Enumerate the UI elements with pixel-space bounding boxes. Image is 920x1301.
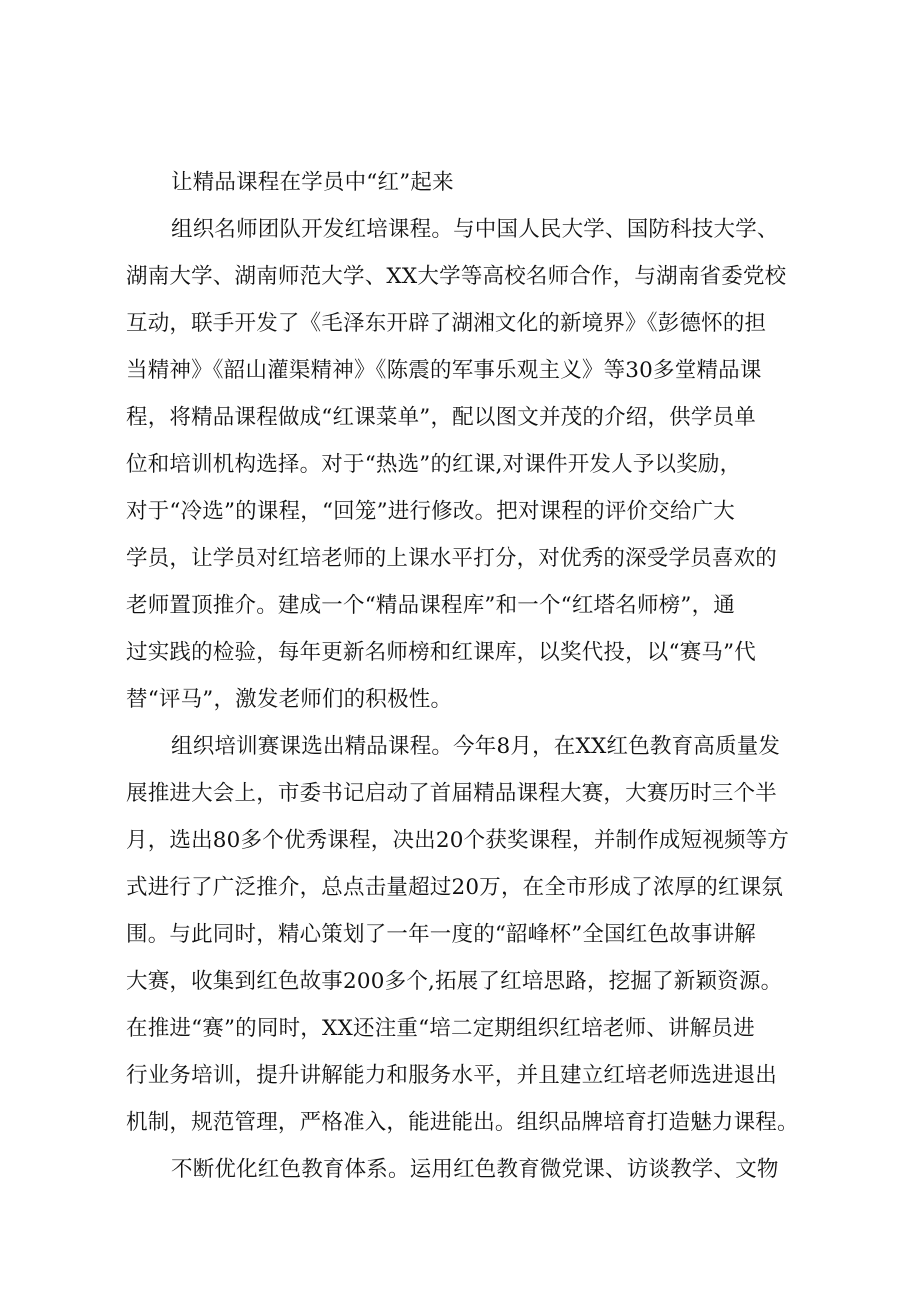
paragraph-line: 在推进“赛”的同时，XX还注重“培二定期组织红培老师、讲解员进 xyxy=(126,1016,755,1041)
paragraph-line: 机制，规范管理，严格准入，能进能出。组织品牌培育打造魅力课程。 xyxy=(126,1110,799,1135)
paragraph-line: 组织名师团队开发红培课程。与中国人民大学、国防科技大学、 xyxy=(171,217,779,242)
paragraph-line: 式进行了广泛推介，总点击量超过20万，在全市形成了浓厚的红课氛 xyxy=(126,875,784,900)
paragraph-line: 月，选出80多个优秀课程，决出20个获奖课程，并制作成短视频等方 xyxy=(126,828,790,853)
paragraph-line: 程，将精品课程做成“红课菜单”，配以图文并茂的介绍，供学员单 xyxy=(126,405,756,430)
paragraph-line: 大赛，收集到红色故事200多个,拓展了红培思路，挖掘了新颖资源。 xyxy=(126,969,783,994)
paragraph-line: 老师置顶推介。建成一个“精品课程库”和一个“红塔名师榜”，通 xyxy=(126,593,735,618)
paragraph-line: 替“评马”，激发老师们的积极性。 xyxy=(126,687,453,712)
paragraph-line: 不断优化红色教育体系。运用红色教育微党课、访谈教学、文物 xyxy=(171,1157,779,1182)
paragraph-line: 展推进大会上，市委书记启动了首届精品课程大赛，大赛历时三个半 xyxy=(126,781,778,806)
paragraph-line: 湖南大学、湖南师范大学、XX大学等高校名师合作，与湖南省委党校 xyxy=(126,264,787,289)
paragraph-line: 当精神》《韶山灌渠精神》《陈震的军事乐观主义》等30多堂精品课 xyxy=(126,358,762,383)
paragraph-line: 位和培训机构选择。对于“热选”的红课,对课件开发人予以奖励， xyxy=(126,452,742,477)
paragraph-line: 围。与此同时，精心策划了一年一度的“韶峰杯”全国红色故事讲解 xyxy=(126,922,756,947)
paragraph-line: 过实践的检验，每年更新名师榜和红课库，以奖代投，以“赛马”代 xyxy=(126,640,756,665)
document-heading: 让精品课程在学员中“红”起来 xyxy=(171,170,454,195)
paragraph-line: 对于“冷选”的课程，“回笼”进行修改。把对课程的评价交给广大 xyxy=(126,499,735,524)
paragraph-line: 组织培训赛课选出精品课程。今年8月，在XX红色教育高质量发 xyxy=(171,734,781,759)
paragraph-line: 互动，联手开发了《毛泽东开辟了湖湘文化的新境界》《彭德怀的担 xyxy=(126,311,767,336)
paragraph-line: 行业务培训，提升讲解能力和服务水平，并且建立红培老师选进退出 xyxy=(126,1063,778,1088)
paragraph-line: 学员，让学员对红培老师的上课水平打分，对优秀的深受学员喜欢的 xyxy=(126,546,778,571)
